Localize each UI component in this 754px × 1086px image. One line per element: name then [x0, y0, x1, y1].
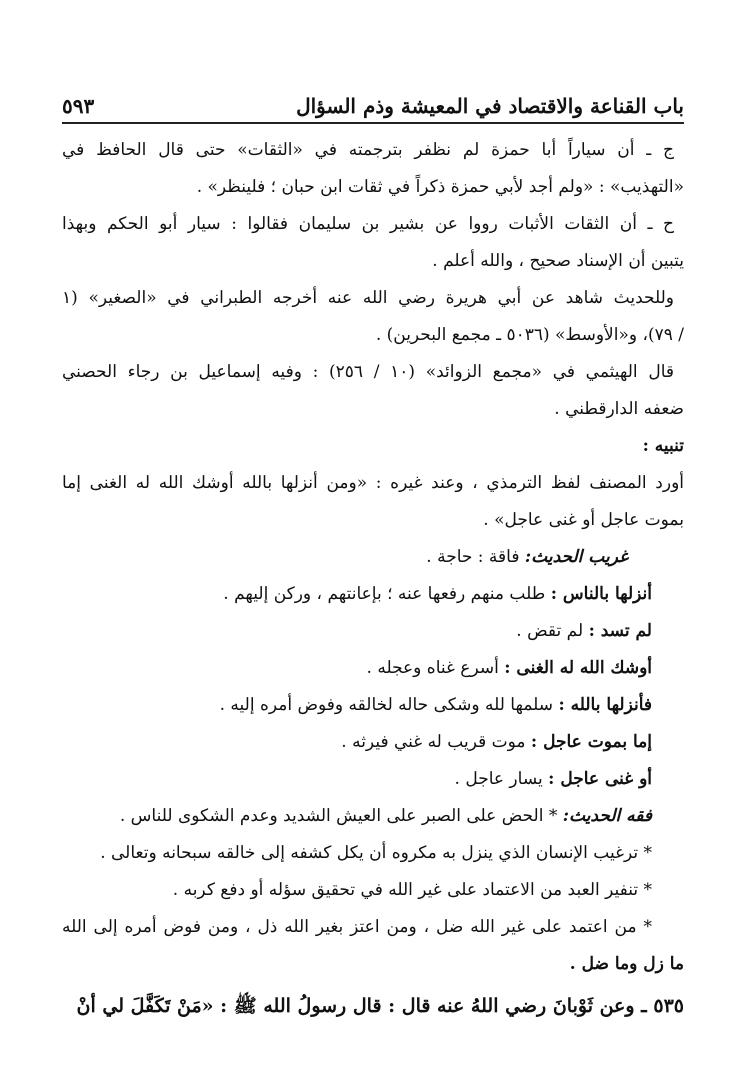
glossary-line: [62, 761, 684, 798]
fiqh-text: * الحض على الصبر على العيش الشديد وعدم الشكوى للناس .: [119, 806, 558, 826]
text-line: ما زل وما ضل .: [569, 954, 684, 974]
glossary-term: إما بموت عاجل :: [530, 732, 652, 752]
glossary-term: أو غنى عاجل :: [548, 769, 652, 789]
glossary-line: [62, 613, 684, 650]
glossary-text: سلمها لله وشكى حاله لخالقه وفوض أمره إليه .: [219, 695, 554, 715]
hadith-line: ٥٣٥ ـ وعن ثَوْبانَ رضي اللهُ عنه قال : قال رسولُ الله ﷺ : «مَنْ تَكَفَّلَ لي أنْ: [76, 995, 684, 1017]
glossary-line: [62, 724, 684, 761]
section-heading-note: تنبيه :: [642, 436, 684, 456]
glossary-term: فأنزلها بالله :: [558, 695, 652, 715]
glossary-line: [62, 650, 684, 687]
text-line: ح ـ أن الثقات الأثبات رووا عن بشير بن سليمان فقالوا : سيار أبو الحكم وبهذا: [62, 214, 674, 234]
text-line: أورد المصنف لفظ الترمذي ، وعند غيره : «ومن أنزلها بالله أوشك الله له الغنى إما: [62, 473, 684, 493]
glossary-line: [62, 576, 684, 613]
text-line: ضعفه الدارقطني .: [554, 399, 684, 419]
bullet-line: * تنفير العبد من الاعتماد على غير الله في تحقيق سؤله أو دفع كربه .: [172, 880, 652, 900]
running-header: [62, 84, 684, 124]
glossary-text: فاقة : حاجة .: [426, 547, 520, 567]
section-heading-gharib: غريب الحديث:: [524, 547, 628, 567]
glossary-text: موت قريب له غني فيرثه .: [341, 732, 526, 752]
text-line: وللحديث شاهد عن أبي هريرة رضي الله عنه أخرجه الطبراني في «الصغير» (١: [62, 288, 674, 308]
glossary-text: لم تقض .: [516, 621, 584, 641]
text-line: يتبين أن الإسناد صحيح ، والله أعلم .: [432, 251, 684, 271]
fiqh-line: [62, 798, 684, 835]
glossary-term: لم تسد :: [588, 621, 652, 641]
text-line: بموت عاجل أو غنى عاجل» .: [483, 510, 684, 530]
text-line: «التهذيب» : «ولم أجد لأبي حمزة ذكراً في ثقات ابن حبان ؛ فلينظر» .: [196, 177, 684, 197]
text-line: ج ـ أن سياراً أبا حمزة لم نظفر بترجمته في «الثقات» حتى قال الحافظ في: [62, 140, 674, 160]
text-line: قال الهيثمي في «مجمع الزوائد» (١٠ / ٢٥٦) : وفيه إسماعيل بن رجاء الحصني: [62, 362, 674, 382]
bullet-line: * ترغيب الإنسان الذي ينزل به مكروه أن يكل كشفه إلى خالقه سبحانه وتعالى .: [100, 843, 652, 863]
bullet-line: * من اعتمد على غير الله ضل ، ومن اعتز بغير الله ذل ، ومن فوض أمره إلى الله: [62, 917, 652, 937]
section-heading-fiqh: فقه الحديث:: [562, 806, 652, 826]
glossary-line: [62, 539, 684, 576]
page-number: ٥٩٣: [62, 94, 95, 118]
glossary-text: يسار عاجل .: [454, 769, 543, 789]
glossary-line: [62, 687, 684, 724]
glossary-text: أسرع غناه وعجله .: [366, 658, 499, 678]
text-line: / ٧٩)، و«الأوسط» (٥٠٣٦ ـ مجمع البحرين) .: [375, 325, 684, 345]
page-body: [62, 132, 684, 1029]
glossary-term: أنزلها بالناس :: [550, 584, 652, 604]
glossary-text: طلب منهم رفعها عنه ؛ بإعانتهم ، وركن إليهم .: [223, 584, 546, 604]
glossary-term: أوشك الله له الغنى :: [504, 658, 652, 678]
chapter-title: باب القناعة والاقتصاد في المعيشة وذم السؤال: [296, 94, 684, 118]
